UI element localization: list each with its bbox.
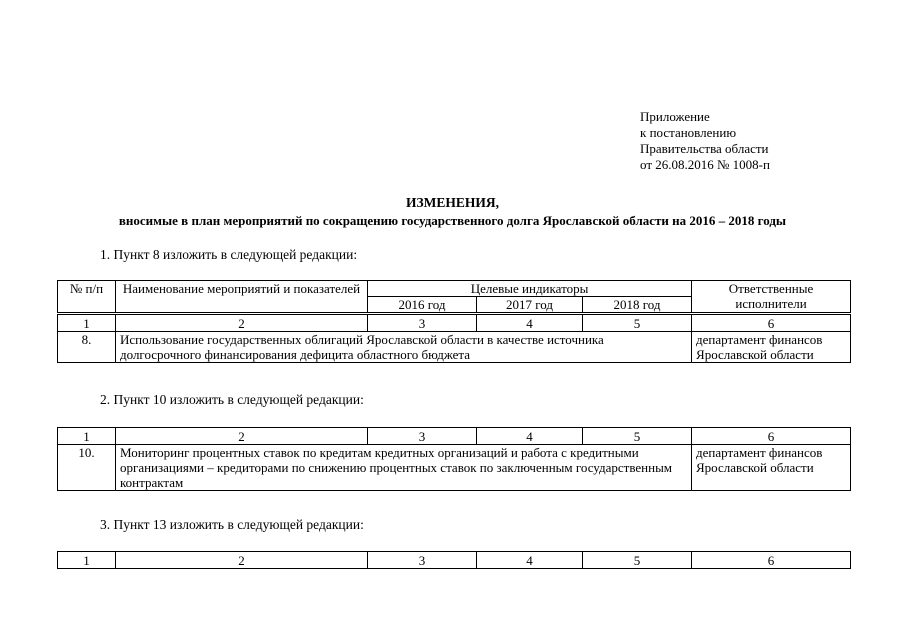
col-number-2: 2	[116, 428, 368, 445]
appendix-line-3: Правительства области	[640, 141, 769, 156]
header-responsible: Ответственные исполнители	[692, 281, 851, 314]
appendix-line-2: к постановлению	[640, 125, 737, 140]
col-number-5: 5	[583, 428, 692, 445]
col-number-6: 6	[692, 552, 851, 569]
col-number-1: 1	[58, 552, 116, 569]
appendix-line-4: от 26.08.2016 № 1008-п	[640, 157, 770, 172]
paragraph-item-3: 3. Пункт 13 изложить в следующей редакции:	[100, 517, 364, 532]
col-number-4: 4	[477, 314, 583, 332]
row-8-num: 8.	[58, 332, 116, 363]
row-10-text: Мониторинг процентных ставок по кредитам кредитных организаций и работа с кредитными организациями – кредиторами по снижению процентных ставок по заключенным государственным контрактам	[116, 445, 692, 491]
table-header-row	[58, 281, 851, 297]
col-number-5: 5	[583, 552, 692, 569]
header-2016: 2016 год	[368, 297, 477, 314]
header-2018: 2018 год	[583, 297, 692, 314]
col-number-6: 6	[692, 314, 851, 332]
row-10-responsible: департамент финансов Ярославской области	[692, 445, 851, 491]
table-item-10	[57, 427, 851, 491]
column-number-row	[58, 428, 851, 445]
col-number-4: 4	[477, 552, 583, 569]
table-item-13	[57, 551, 851, 569]
col-number-5: 5	[583, 314, 692, 332]
col-number-1: 1	[58, 314, 116, 332]
col-number-1: 1	[58, 428, 116, 445]
row-10-num: 10.	[58, 445, 116, 491]
appendix-line-1: Приложение	[640, 109, 710, 124]
header-targets: Целевые индикаторы	[368, 281, 692, 297]
col-number-6: 6	[692, 428, 851, 445]
row-8-responsible: департамент финансов Ярославской области	[692, 332, 851, 363]
col-number-2: 2	[116, 552, 368, 569]
col-number-3: 3	[368, 552, 477, 569]
col-number-3: 3	[368, 314, 477, 332]
appendix-block	[640, 109, 770, 173]
table-row	[58, 445, 851, 491]
row-8-text: Использование государственных облигаций Ярославской области в качестве источника долгосрочного финансирования дефицита областного бюджета	[116, 332, 692, 363]
paragraph-item-2: 2. Пункт 10 изложить в следующей редакции:	[100, 392, 364, 407]
document-subtitle: вносимые в план мероприятий по сокращению государственного долга Ярославской области на 2016 – 2018 годы	[118, 213, 787, 228]
paragraph-item-1: 1. Пункт 8 изложить в следующей редакции:	[100, 247, 358, 262]
header-name: Наименование мероприятий и показателей	[116, 281, 368, 314]
table-item-8	[57, 280, 851, 363]
column-number-row	[58, 314, 851, 332]
document-title: ИЗМЕНЕНИЯ,	[405, 195, 499, 210]
table-row	[58, 332, 851, 363]
column-number-row	[58, 552, 851, 569]
col-number-3: 3	[368, 428, 477, 445]
header-2017: 2017 год	[477, 297, 583, 314]
header-num: № п/п	[58, 281, 116, 314]
col-number-4: 4	[477, 428, 583, 445]
col-number-2: 2	[116, 314, 368, 332]
